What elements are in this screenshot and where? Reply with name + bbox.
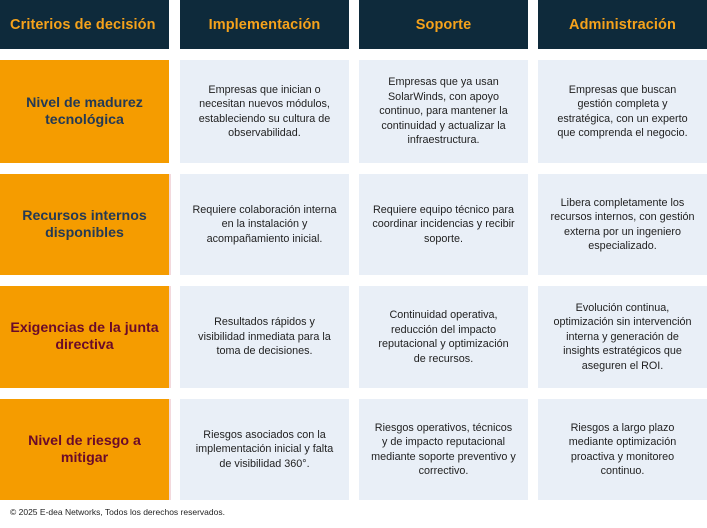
cell-exigencias-implementacion bbox=[180, 286, 349, 388]
cell-text: Libera completamente los recursos internos, con gestión externa por un ingeniero especializado. bbox=[550, 196, 695, 252]
header-administracion bbox=[538, 0, 707, 49]
cell-recursos-soporte bbox=[359, 174, 528, 275]
cell-recursos-implementacion bbox=[180, 174, 349, 275]
row-label-recursos bbox=[0, 174, 169, 275]
row-label-riesgo bbox=[0, 399, 169, 500]
cell-text: Empresas que buscan gestión completa y estratégica, con un experto que comprenda el negocio. bbox=[557, 83, 688, 139]
cell-text: Riesgos a largo plazo mediante optimización proactiva y monitoreo continuo. bbox=[568, 421, 677, 477]
cell-text: Evolución continua, optimización sin intervención interna y generación de insights estratégicos que aseguren el ROI. bbox=[553, 301, 692, 372]
row-label-text: Exigencias de la junta directiva bbox=[10, 320, 159, 353]
row-label-text: Nivel de madurez tecnológica bbox=[26, 94, 143, 128]
header-soporte bbox=[359, 0, 528, 49]
cell-exigencias-administracion bbox=[538, 286, 707, 388]
row-label-madurez bbox=[0, 60, 169, 163]
divider bbox=[169, 286, 171, 388]
cell-text: Requiere colaboración interna en la instalación y acompañamiento inicial. bbox=[192, 203, 337, 245]
header-implementacion bbox=[180, 0, 349, 49]
cell-text: Riesgos asociados con la implementación inicial y falta de visibilidad 360°. bbox=[195, 428, 334, 470]
row-label-text: Nivel de riesgo a mitigar bbox=[28, 432, 141, 466]
cell-madurez-soporte bbox=[359, 60, 528, 163]
cell-madurez-implementacion bbox=[180, 60, 349, 163]
copyright-footer: © 2025 E-dea Networks, Todos los derechos reservados. bbox=[10, 507, 225, 517]
divider bbox=[169, 174, 171, 275]
cell-text: Empresas que ya usan SolarWinds, con apoyo continuo, para mantener la continuidad y actualizar la infraestructura. bbox=[379, 76, 508, 147]
header-implementacion-label: Implementación bbox=[208, 16, 321, 33]
divider bbox=[169, 399, 171, 500]
cell-riesgo-soporte bbox=[359, 399, 528, 500]
row-label-exigencias bbox=[0, 286, 169, 388]
cell-riesgo-implementacion bbox=[180, 399, 349, 500]
cell-text: Continuidad operativa, reducción del impacto reputacional y optimización de recursos. bbox=[378, 309, 509, 365]
header-criterios-label: Criterios de decisión bbox=[10, 16, 156, 33]
cell-text: Riesgos operativos, técnicos y de impacto reputacional mediante soporte preventivo y correctivo. bbox=[371, 421, 516, 477]
header-criterios bbox=[0, 0, 169, 49]
row-label-text: Recursos internos disponibles bbox=[22, 207, 147, 241]
header-soporte-label: Soporte bbox=[415, 16, 472, 33]
cell-recursos-administracion bbox=[538, 174, 707, 275]
cell-madurez-administracion bbox=[538, 60, 707, 163]
cell-exigencias-soporte bbox=[359, 286, 528, 388]
cell-text: Resultados rápidos y visibilidad inmediata para la toma de decisiones. bbox=[198, 316, 331, 358]
cell-text: Empresas que inician o necesitan nuevos módulos, estableciendo su cultura de observabilidad. bbox=[198, 83, 331, 139]
cell-riesgo-administracion bbox=[538, 399, 707, 500]
cell-text: Requiere equipo técnico para coordinar incidencias y recibir soporte. bbox=[372, 203, 515, 245]
header-administracion-label: Administración bbox=[569, 16, 676, 33]
